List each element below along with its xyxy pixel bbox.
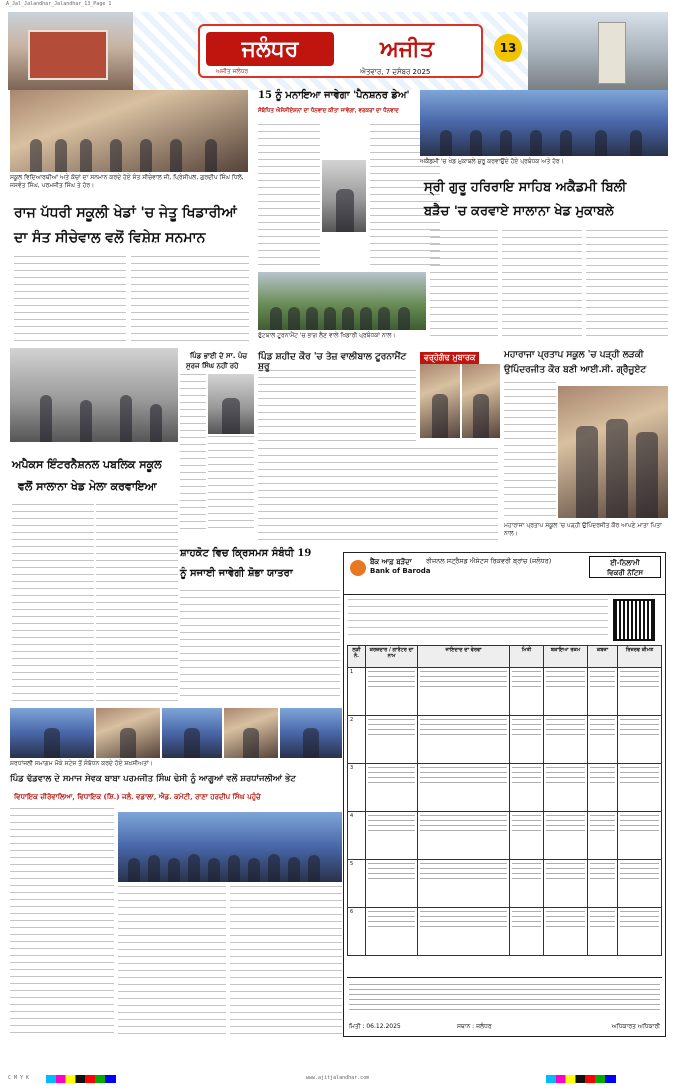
masthead-title-left: ਜਲੰਧਰ (206, 32, 334, 66)
academy-body-col-2 (502, 230, 582, 340)
hospital-body (258, 448, 498, 544)
tribute-crowd-photo (118, 812, 342, 882)
academy-photo (420, 90, 668, 156)
tournament-headline: ਪਿੰਡ ਸ਼ਹੀਦ ਕੌਰ 'ਚ ਤੇਜ਼ ਵਾਲੀਬਾਲ ਟੂਰਨਾਮੈਂਟ ਸ਼ੁਰੂ (258, 352, 407, 372)
col-header: ਬਕਾਇਆ ਰਕਮ (544, 646, 588, 668)
col-header: ਲੜੀ ਨੰ. (348, 646, 366, 668)
notice-intro (348, 599, 608, 639)
masthead-title-right: ਅਜੀਤ (380, 36, 434, 62)
table-row (348, 812, 662, 860)
prodigy-caption: ਮਹਾਰਾਜਾ ਪ੍ਰਤਾਪ ਸਕੂਲ 'ਚ ਪੜ੍ਹੀ ਉਪਿੰਦਰਜੀਤ ਕੌਰ ਆਪਣੇ ਮਾਤਾ ਪਿਤਾ ਨਾਲ। (504, 522, 662, 537)
table-row (348, 668, 662, 716)
sports-meet-headline-2: ਵਲੋਂ ਸਾਲਾਨਾ ਖੇਡ ਮੇਲਾ ਕਰਵਾਇਆ (18, 480, 157, 493)
color-registration-bar (546, 1075, 616, 1083)
masthead-subtitle: ਅਜੀਤ ਜਲੰਧਰ (216, 68, 249, 75)
prodigy-photo (558, 386, 668, 518)
academy-body-col-1 (430, 230, 498, 340)
notice-title-1: ਈ-ਨਿਲਾਮੀ (610, 559, 640, 567)
row-number: 5 (348, 860, 366, 908)
bank-logo (350, 558, 431, 588)
academy-caption: ਅਕੈਡਮੀ 'ਚ ਖੇਡ ਮੁਕਾਬਲੇ ਸ਼ੁਰੂ ਕਰਵਾਉਂਦੇ ਹੋਏ ਪ੍ਰਬੰਧਕ ਅਤੇ ਹੋਰ। (420, 158, 564, 165)
notice-date: ਮਿਤੀ : 06.12.2025 (349, 1023, 401, 1030)
tribute-photo-3 (162, 708, 222, 758)
table-row (348, 908, 662, 956)
procession-headline-2: ਨੂੰ ਸਜਾਈ ਜਾਵੇਗੀ ਸ਼ੋਭਾ ਯਾਤਰਾ (180, 568, 293, 579)
anniversary-photo-1 (420, 364, 460, 438)
award-caption: ਸਕੂਲ ਵਿਦਿਆਰਥੀਆਂ ਅਤੇ ਕੋਚਾਂ ਦਾ ਸਨਮਾਨ ਕਰਦੇ ਹੋਏ ਸੰਤ ਸੀਚੇਵਾਲ ਜੀ, ਪ੍ਰਿੰਸੀਪਲ, ਗੁਰਦੀਪ ਸਿੰਘ ਧਿਲੋਂ, ਜਸਵੰਤ ਸਿੰਘ, ਪਰਮਜੀਤ ਸਿੰਘ ਤੇ ਹੋਰ। (10, 174, 244, 189)
anniversary-photo-2 (462, 364, 500, 438)
tribute-byline: ਵਿਧਾਇਕ ਜ਼ੀਰੋਵਾਲਿਆ, ਵਿਧਾਇਕ (ਸ਼ਿ.) ਜਲੰ. ਵਡਾਲਾ, ਐਡ. ਕਮੇਟੀ, ਰਾਣਾ ਹਰਦੀਪ ਸਿੰਘ ਪਹੁੰਚੇ (14, 792, 261, 801)
sports-meet-body-col-2 (96, 504, 178, 702)
anniversary-tag: ਵਰ੍ਹੇਗੰਢ ਮੁਬਾਰਕ (420, 352, 479, 364)
col-header: ਕਰਜ਼ਦਾਰ / ਗਾਰੰਟਰ ਦਾ ਨਾਮ (366, 646, 418, 668)
award-body-col-2 (131, 256, 249, 344)
masthead (8, 12, 668, 90)
mourning-body-col-2 (208, 436, 254, 534)
notice-footer (347, 977, 662, 1033)
notice-header (344, 553, 665, 595)
mourning-body-col-1 (180, 374, 206, 534)
tribute-body-col-1 (10, 808, 114, 1036)
print-slug: A_Jal_Jalandhar_Jalandhar_13_Page 1 (6, 1, 112, 7)
tribute-headline: ਪਿੰਡ ਢੱਡਵਾਲ ਦੇ ਸਮਾਜ ਸੇਵਕ ਬਾਬਾ ਪਰਮਜੀਤ ਸਿੰਘ ਢੇਸੀ ਨੂੰ ਆਗੂਆਂ ਵਲੋਂ ਸ਼ਰਧਾਂਜਲੀਆਂ ਭੇਟ (10, 774, 296, 784)
mourning-byline-1: ਪਿੰਡ ਭਾਈ ਦੇ ਸਾ. ਪੰਚ (190, 352, 248, 360)
tribute-caption: ਸ਼ਰਧਾਂਜਲੀ ਸਮਾਗਮ ਮੌਕੇ ਸਟੇਜ ਤੋਂ ਸੰਬੋਧਨ ਕਰਦੇ ਹੋਏ ਸ਼ਖ਼ਸੀਅਤਾਂ। (10, 760, 153, 767)
sports-meet-photo (10, 348, 178, 442)
col-header: ਮਿਤੀ (510, 646, 544, 668)
tribute-body-col-2 (118, 886, 226, 1036)
row-number: 2 (348, 716, 366, 764)
notice-signatory: ਅਧਿਕਾਰਤ ਅਧਿਕਾਰੀ (611, 1023, 660, 1030)
award-photo (10, 90, 248, 172)
bank-name-local: ਬੈਂਕ ਆਫ਼ ਬੜੌਦਾ (370, 558, 412, 566)
pensioners-subhead: ਸੰਬੰਧਿਤ ਐਸੋਸੀਏਸ਼ਨਾਂ ਦਾ ਧੰਨਵਾਦ ਕੀਤਾ ਜਾਵੇਗਾ, ਵਰਕਰਾਂ ਦਾ ਧੰਨਵਾਦ (258, 108, 399, 114)
row-number: 6 (348, 908, 366, 956)
tribute-photo-2 (96, 708, 160, 758)
mourning-byline-2: ਸੁਰਜ ਸਿੰਘ ਨਹੀਂ ਰਹੇ (186, 362, 239, 370)
row-number: 1 (348, 668, 366, 716)
col-header: ਜਾਇਦਾਦ ਦਾ ਵੇਰਵਾ (418, 646, 510, 668)
tribute-photo-1 (10, 708, 94, 758)
pensioners-body-col-1 (258, 124, 320, 270)
award-headline-2: ਦਾ ਸੰਤ ਸੀਚੇਵਾਲ ਵਲੋਂ ਵਿਸ਼ੇਸ਼ ਸਨਮਾਨ (14, 230, 206, 246)
tribute-body-col-3 (230, 886, 342, 1036)
footer-left: C M Y K (8, 1075, 30, 1081)
auction-table (347, 645, 662, 956)
col-header: ਰਿਜ਼ਰਵ ਕੀਮਤ (618, 646, 662, 668)
academy-body-col-3 (586, 230, 668, 340)
notice-title-2: ਵਿਕਰੀ ਨੋਟਿਸ (606, 569, 644, 577)
prodigy-headline-1: ਮਹਾਰਾਜਾ ਪ੍ਰਤਾਪ ਸਕੂਲ 'ਚ ਪੜ੍ਹੀ ਲੜਕੀ (504, 350, 644, 360)
prodigy-body-col-1 (504, 382, 556, 522)
procession-body (180, 590, 340, 702)
pensioner-portrait (322, 160, 366, 232)
masthead-logo (198, 24, 483, 78)
col-header: ਕਬਜ਼ਾ (588, 646, 618, 668)
pensioners-headline: 15 ਨੂੰ ਮਨਾਇਆ ਜਾਵੇਗਾ 'ਪੈਨਸ਼ਨਰ ਡੇਅ' (258, 90, 410, 101)
table-row (348, 860, 662, 908)
page-number: 13 (494, 34, 522, 62)
tribute-photo-4 (224, 708, 278, 758)
football-caption: ਫੁੱਟਬਾਲ ਟੂਰਨਾਮੈਂਟ 'ਚ ਭਾਗ ਲੈਣ ਵਾਲੇ ਖਿਡਾਰੀ ਪ੍ਰਬੰਧਕਾਂ ਨਾਲ। (258, 332, 396, 339)
masthead-photo-left (8, 12, 133, 90)
academy-headline-2: ਬੜੈਚ 'ਚ ਕਰਵਾਏ ਸਾਲਾਨਾ ਖੇਡ ਮੁਕਾਬਲੇ (424, 204, 614, 219)
notice-branch: ਰੀਜਨਲ ਸਟ੍ਰੈਸਡ ਐਸੇਟਸ ਰਿਕਵਰੀ ਬ੍ਰਾਂਚ (ਜਲੰਧਰ) (426, 557, 552, 565)
notice-fine-print (349, 984, 660, 1010)
bank-logo-icon (350, 560, 366, 576)
prodigy-headline-2: ਉਪਿੰਦਰਜੀਤ ਕੌਰ ਬਣੀ ਆਈ.ਸੀ. ਗ੍ਰੈਜੂਏਟ (504, 365, 647, 375)
bank-name: Bank of Baroda (370, 567, 431, 575)
tribute-photo-5 (280, 708, 342, 758)
football-photo (258, 272, 426, 330)
qr-code (613, 599, 655, 641)
issue-date: ਐਤਵਾਰ, 7 ਦਸੰਬਰ 2025 (360, 68, 431, 76)
page-footer (6, 1073, 671, 1085)
sports-meet-body-col-1 (12, 504, 94, 702)
masthead-photo-right (528, 12, 668, 90)
procession-headline-1: ਸ਼ਾਹਕੋਟ ਵਿਚ ਕ੍ਰਿਸਮਸ ਸੰਬੰਧੀ 19 (180, 548, 312, 559)
mourning-portrait (208, 374, 254, 434)
award-body-col-1 (14, 256, 126, 344)
table-row (348, 764, 662, 812)
color-registration-bar (46, 1075, 116, 1083)
row-number: 3 (348, 764, 366, 812)
notice-title (589, 556, 661, 578)
sports-meet-headline-1: ਅਪੈਕਸ ਇੰਟਰਨੈਸ਼ਨਲ ਪਬਲਿਕ ਸਕੂਲ (12, 458, 162, 471)
academy-headline-1: ਸ੍ਰੀ ਗੁਰੂ ਹਰਿਰਾਇ ਸਾਹਿਬ ਅਕੈਡਮੀ ਬਿਲੀ (424, 180, 627, 195)
e-auction-notice (343, 552, 666, 1037)
row-number: 4 (348, 812, 366, 860)
footer-center: www.ajitjalandhar.com (306, 1075, 370, 1081)
table-row (348, 716, 662, 764)
tournament-body (258, 370, 416, 444)
award-headline-1: ਰਾਜ ਪੱਧਰੀ ਸਕੂਲੀ ਖੇਡਾਂ 'ਚ ਜੇਤੂ ਖਿਡਾਰੀਆਂ (14, 205, 237, 221)
notice-place: ਸਥਾਨ : ਜਲੰਧਰ (457, 1023, 492, 1030)
